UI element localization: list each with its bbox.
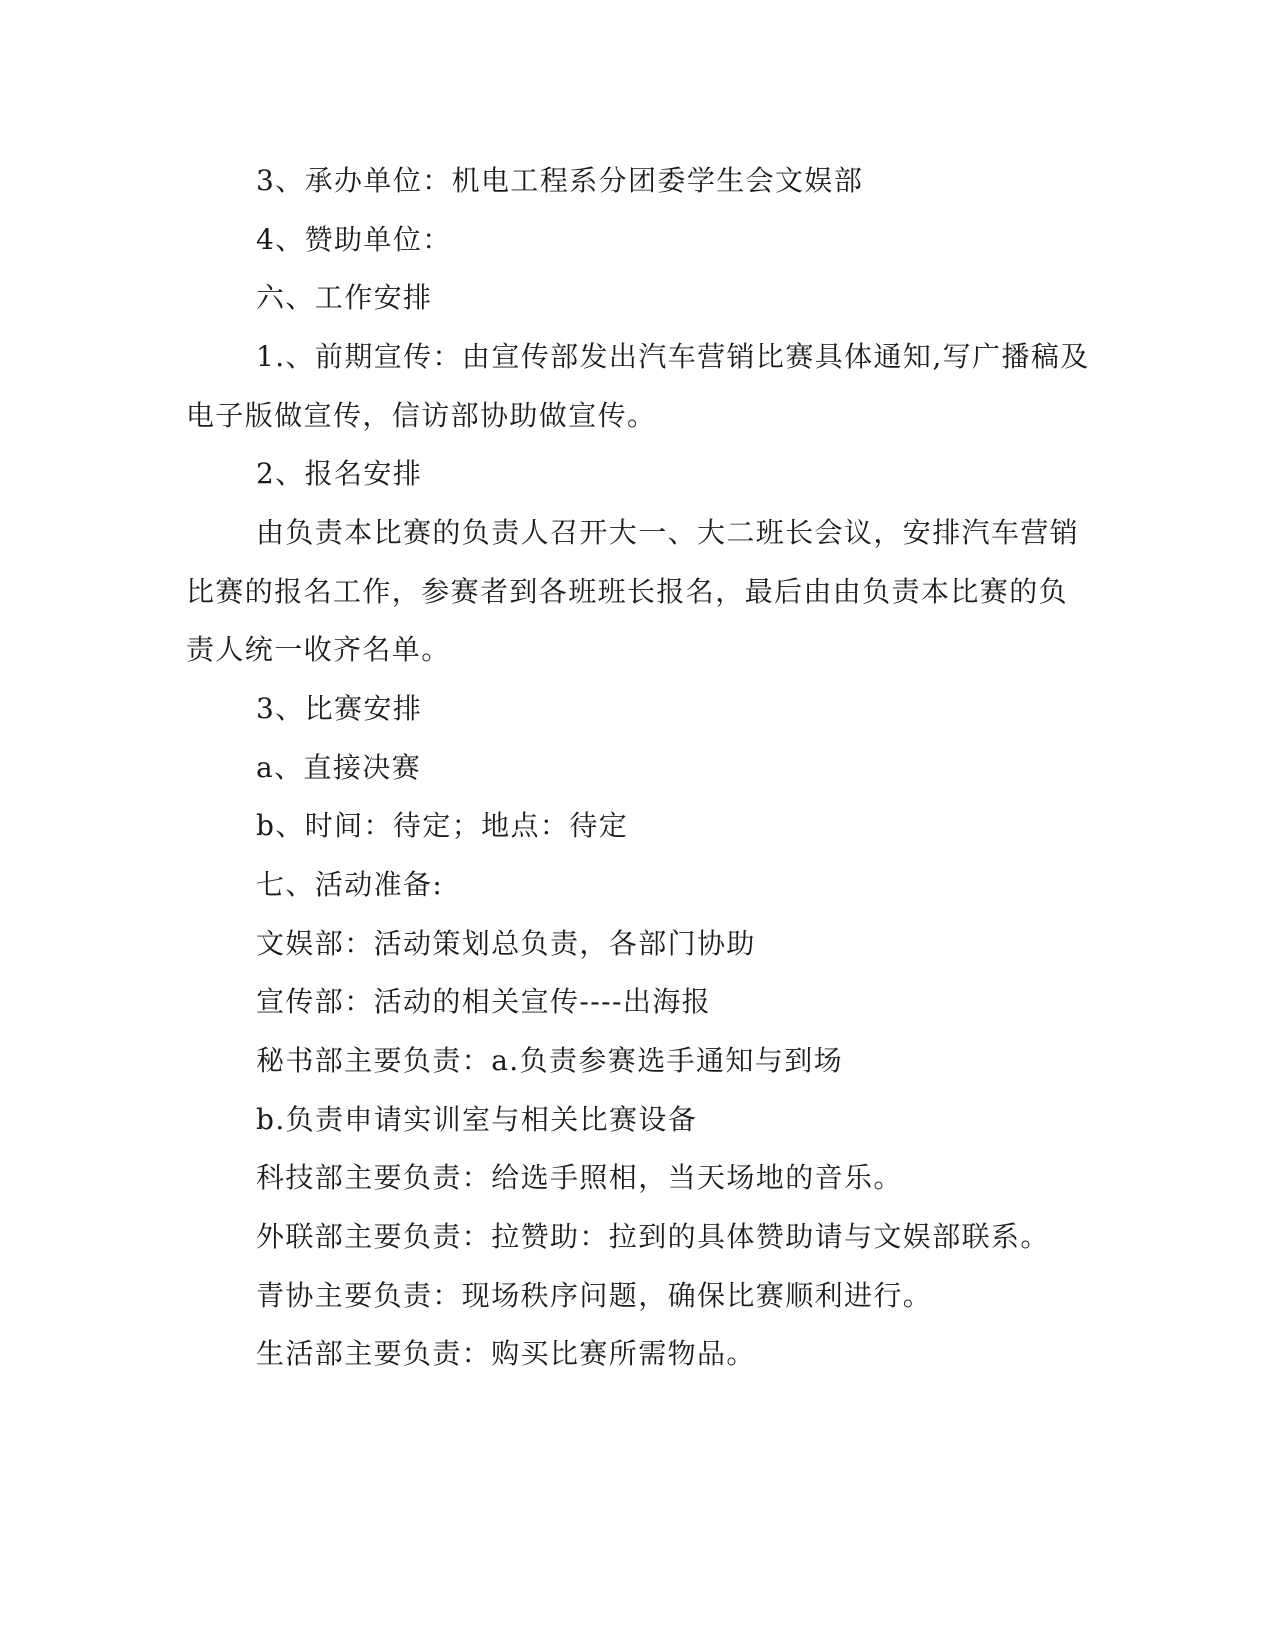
paragraph-publicity-line-2: 电子版做宣传，信访部协助做宣传。 bbox=[186, 399, 657, 432]
prep-youth-association: 青协主要负责：现场秩序问题，确保比赛顺利进行。 bbox=[256, 1279, 933, 1312]
organizer-line: 3、承办单位：机电工程系分团委学生会文娱部 bbox=[256, 164, 864, 197]
prep-secretary-dept-b: b.负责申请实训室与相关比赛设备 bbox=[256, 1103, 698, 1136]
prep-life-dept: 生活部主要负责：购买比赛所需物品。 bbox=[256, 1337, 756, 1370]
prep-entertainment-dept: 文娱部：活动策划总负责，各部门协助 bbox=[256, 927, 756, 960]
sponsor-line: 4、赞助单位： bbox=[256, 223, 452, 256]
paragraph-registration-line-3: 责人统一收齐名单。 bbox=[186, 633, 451, 666]
subheading-competition: 3、比赛安排 bbox=[256, 692, 423, 725]
paragraph-registration-line-1: 由负责本比赛的负责人召开大一、大二班长会议，安排汽车营销 bbox=[256, 516, 1080, 549]
paragraph-registration-line-2: 比赛的报名工作，参赛者到各班班长报名，最后由由负责本比赛的负 bbox=[186, 575, 1069, 608]
competition-item-b: b、时间：待定；地点：待定 bbox=[256, 809, 629, 842]
section-heading-preparation: 七、活动准备: bbox=[256, 868, 444, 901]
competition-item-a: a、直接决赛 bbox=[256, 751, 422, 784]
paragraph-publicity-line-1: 1.、前期宣传：由宣传部发出汽车营销比赛具体通知,写广播稿及 bbox=[256, 340, 1090, 373]
prep-secretary-dept: 秘书部主要负责：a.负责参赛选手通知与到场 bbox=[256, 1044, 843, 1077]
section-heading-work-arrangement: 六、工作安排 bbox=[256, 281, 433, 314]
subheading-registration: 2、报名安排 bbox=[256, 457, 423, 490]
prep-technology-dept: 科技部主要负责：给选手照相，当天场地的音乐。 bbox=[256, 1161, 903, 1194]
prep-external-relations-dept: 外联部主要负责：拉赞助：拉到的具体赞助请与文娱部联系。 bbox=[256, 1220, 1050, 1253]
prep-publicity-dept: 宣传部：活动的相关宣传----出海报 bbox=[256, 985, 712, 1018]
